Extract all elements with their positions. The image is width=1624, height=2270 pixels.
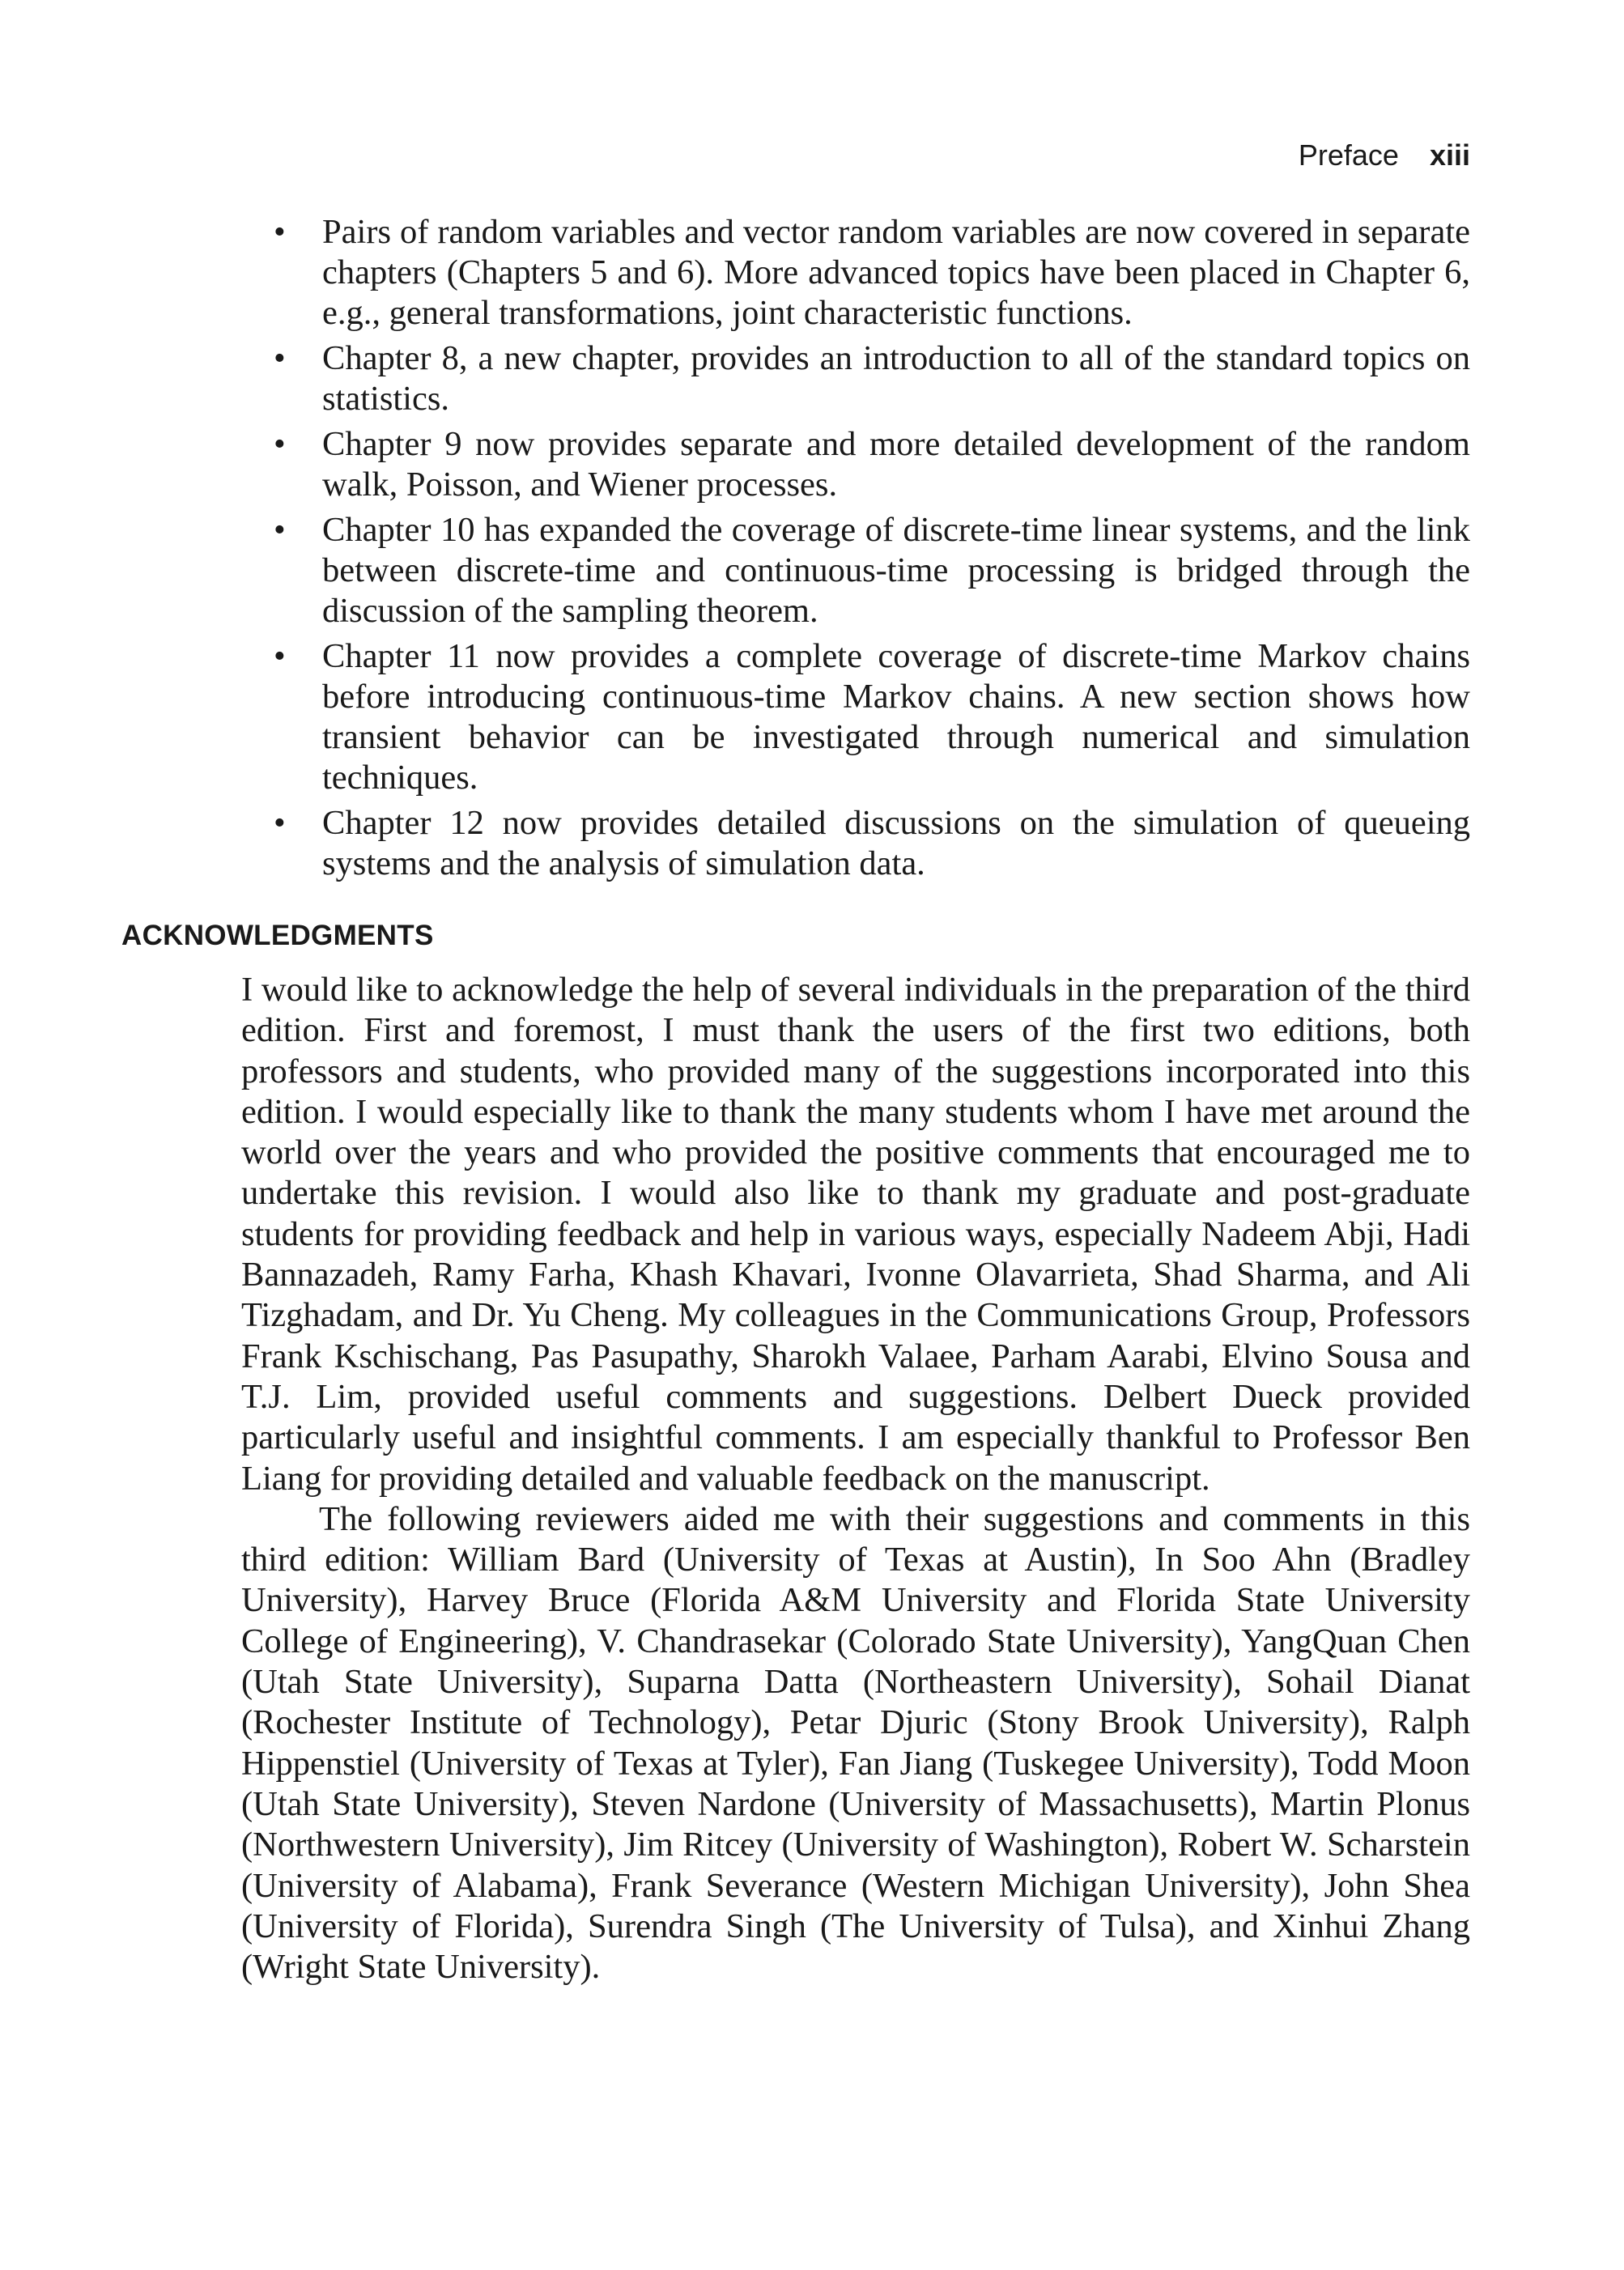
- paragraph: The following reviewers aided me with their suggestions and comments in this third edition: William Bard (University of Texas at Austin), In Soo Ahn (Bradley University), Harvey Bruce (Florida A&M University and Florida State University College of Engineering), V. Chandrasekar (Colorado State University), YangQuan Chen (Utah State University), Suparna Datta (Northeastern University), Sohail Dianat (Rochester Institute of Technology), Petar Djuric (Stony Brook University), Ralph Hippenstiel (University of Texas at Tyler), Fan Jiang (Tuskegee University), Todd Moon (Utah State University), Steven Nardone (University of Massachusetts), Martin Plonus (Northwestern University), Jim Ritcey (University of Washington), Robert W. Scharstein (University of Alabama), Frank Severance (Western Michigan University), John Shea (University of Florida), Surendra Singh (The University of Tulsa), and Xinhui Zhang (Wright State University).: [241, 1499, 1470, 1987]
- changes-list: [274, 212, 1470, 889]
- running-head: [1299, 138, 1470, 173]
- list-item: • Chapter 9 now provides separate and more detailed development of the random walk, Poisson, and Wiener processes.: [274, 424, 1470, 505]
- list-item: • Pairs of random variables and vector random variables are now covered in separate chapters (Chapters 5 and 6). More advanced topics have been placed in Chapter 6, e.g., general transformations, joint characteristic functions.: [274, 212, 1470, 334]
- section-heading: ACKNOWLEDGMENTS: [121, 920, 434, 951]
- list-item: • Chapter 11 now provides a complete coverage of discrete-time Markov chains before introducing continuous-time Markov chains. A new section shows how transient behavior can be investigated through numerical and simulation techniques.: [274, 636, 1470, 798]
- list-item: • Chapter 12 now provides detailed discussions on the simulation of queueing systems and the analysis of simulation data.: [274, 803, 1470, 884]
- list-item: • Chapter 10 has expanded the coverage of discrete-time linear systems, and the link between discrete-time and continuous-time processing is bridged through the discussion of the sampling theorem.: [274, 510, 1470, 631]
- paragraph: I would like to acknowledge the help of several individuals in the preparation of the third edition. First and foremost, I must thank the users of the first two editions, both professors and students, who provided many of the suggestions incorporated into this edition. I would especially like to thank the many students whom I have met around the world over the years and who provided the positive comments that encouraged me to undertake this revision. I would also like to thank my graduate and post-graduate students for providing feedback and help in various ways, especially Nadeem Abji, Hadi Bannazadeh, Ramy Farha, Khash Khavari, Ivonne Olavarrieta, Shad Sharma, and Ali Tizghadam, and Dr. Yu Cheng. My colleagues in the Communications Group, Professors Frank Kschischang, Pas Pasupathy, Sharokh Valaee, Parham Aarabi, Elvino Sousa and T.J. Lim, provided useful comments and suggestions. Delbert Dueck provided particularly useful and insightful comments. I am especially thankful to Professor Ben Liang for providing detailed and valuable feedback on the manuscript.: [241, 971, 1470, 1498]
- page-number: xiii: [1429, 138, 1470, 172]
- acknowledgments-body: [241, 970, 1470, 1987]
- list-item: • Chapter 8, a new chapter, provides an introduction to all of the standard topics on statistics.: [274, 338, 1470, 419]
- running-head-title: Preface: [1298, 138, 1399, 172]
